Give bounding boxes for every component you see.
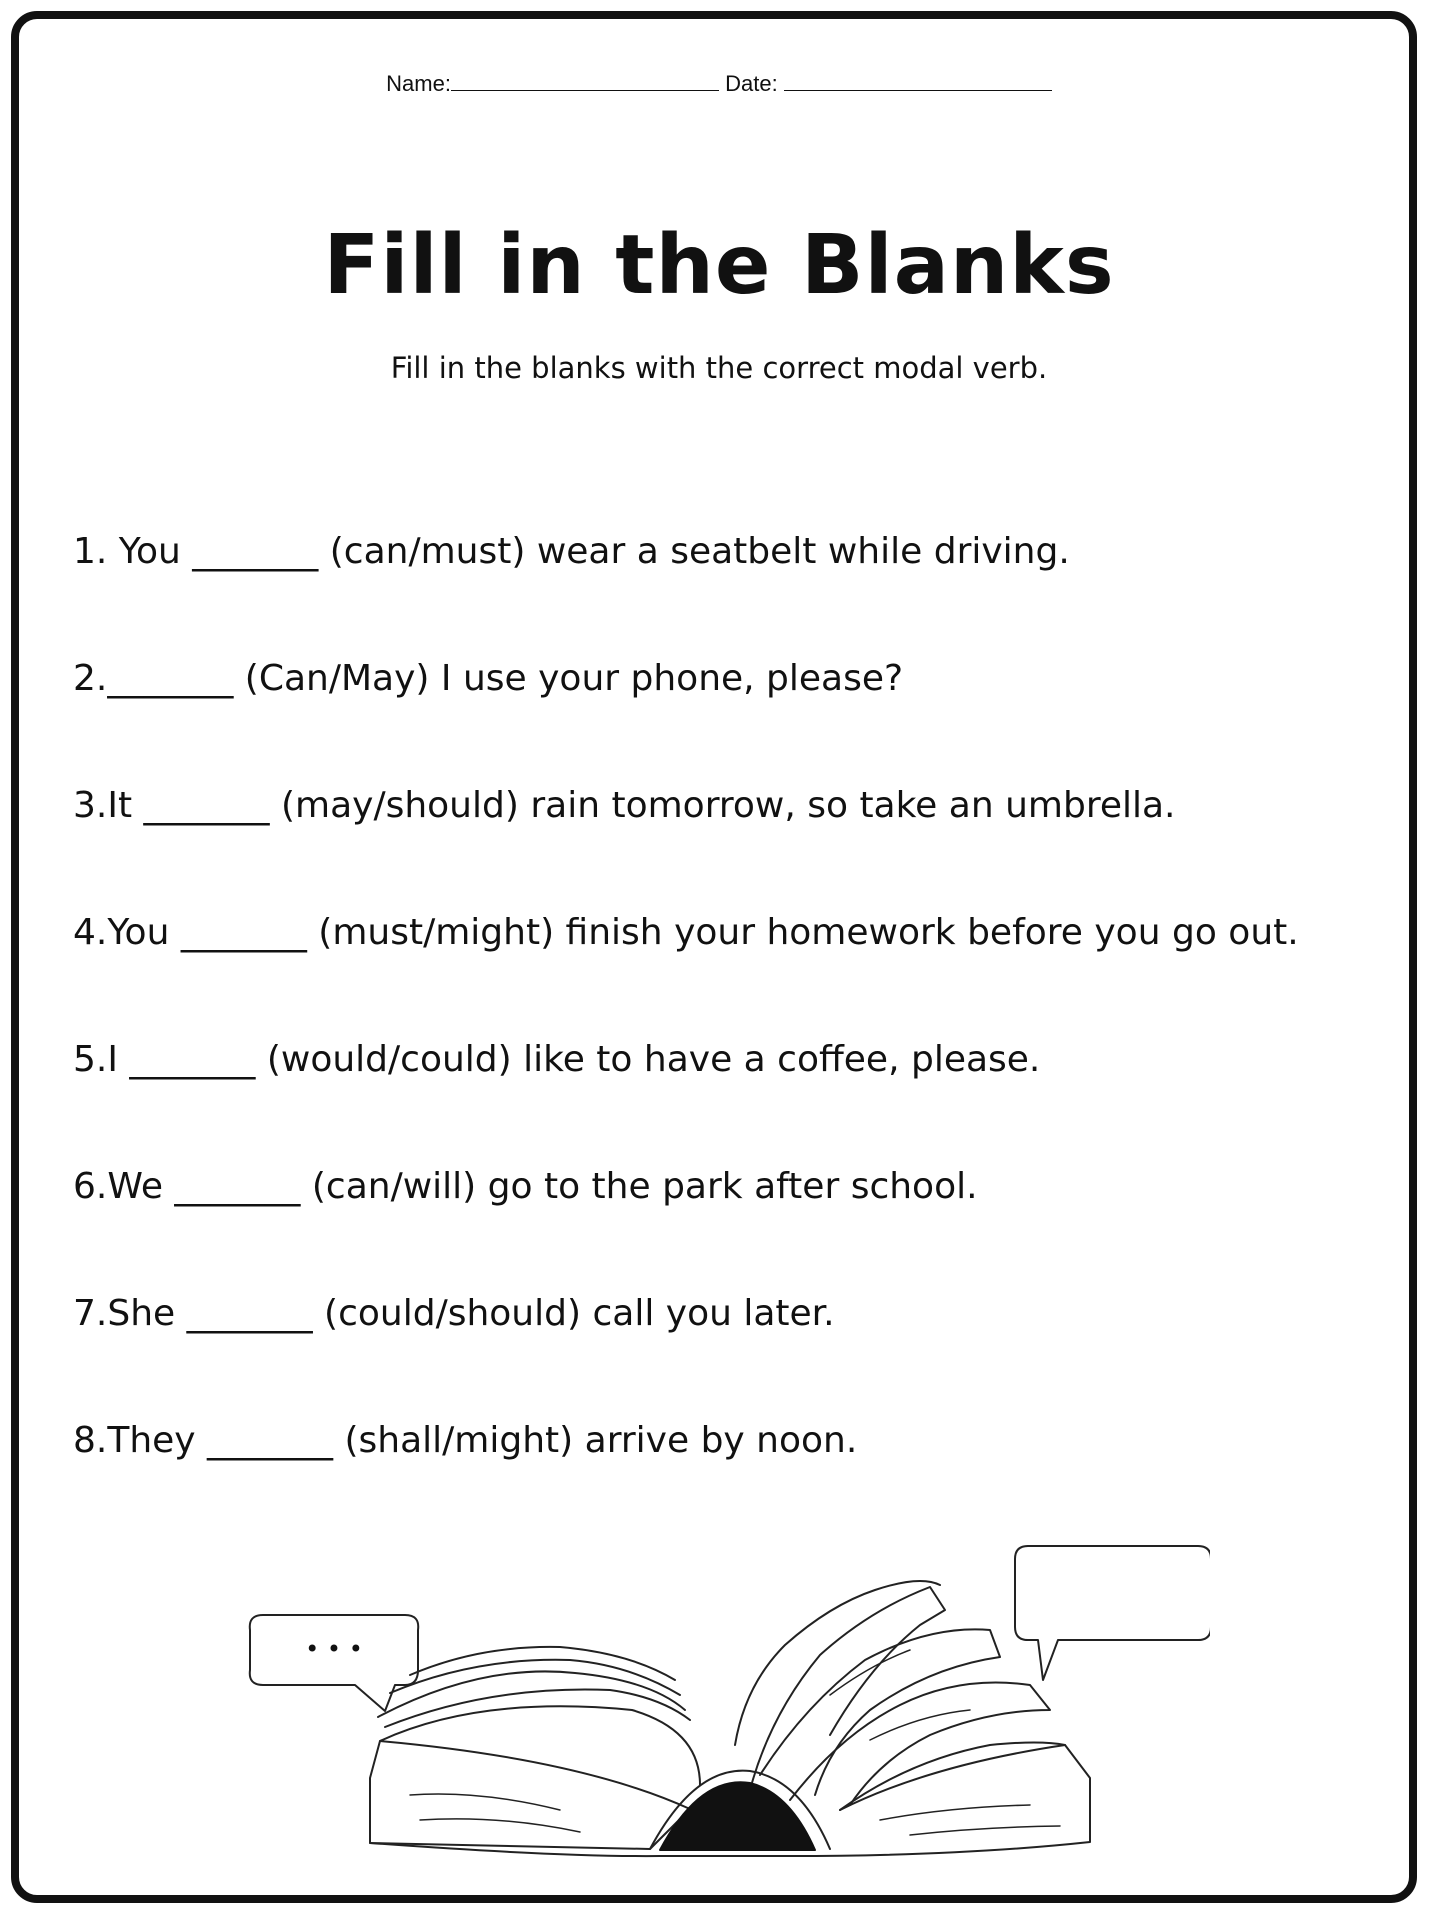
name-date-line: [0, 70, 1438, 97]
name-label: Name:: [386, 71, 451, 96]
speech-bubble-left-icon: [250, 1615, 418, 1711]
instructions: Fill in the blanks with the correct modal verb.: [390, 351, 1048, 385]
question-list: [73, 530, 1403, 1546]
open-book-illustration: [230, 1545, 1210, 1875]
question-item: 6.We _______ (can/will) go to the park after school.: [73, 1166, 978, 1207]
question-item: 7.She _______ (could/should) call you later.: [73, 1293, 835, 1334]
question-item: 1. You _______ (can/must) wear a seatbelt while driving.: [73, 531, 1070, 572]
page-title: Fill in the Blanks: [323, 218, 1115, 313]
book-icon: [370, 1581, 1090, 1856]
question-item: 8.They _______ (shall/might) arrive by noon.: [73, 1420, 858, 1461]
date-label: Date:: [725, 71, 778, 96]
question-item: 3.It _______ (may/should) rain tomorrow, so take an umbrella.: [73, 785, 1176, 826]
question-item: 4.You _______ (must/might) finish your homework before you go out.: [73, 912, 1299, 953]
speech-bubble-right-icon: [1015, 1546, 1210, 1680]
name-blank[interactable]: [451, 70, 719, 91]
date-blank[interactable]: [784, 70, 1052, 91]
speech-bubble-dots: • • •: [305, 1635, 363, 1663]
question-item: 2._______ (Can/May) I use your phone, please?: [73, 658, 904, 699]
question-item: 5.I _______ (would/could) like to have a coffee, please.: [73, 1039, 1041, 1080]
